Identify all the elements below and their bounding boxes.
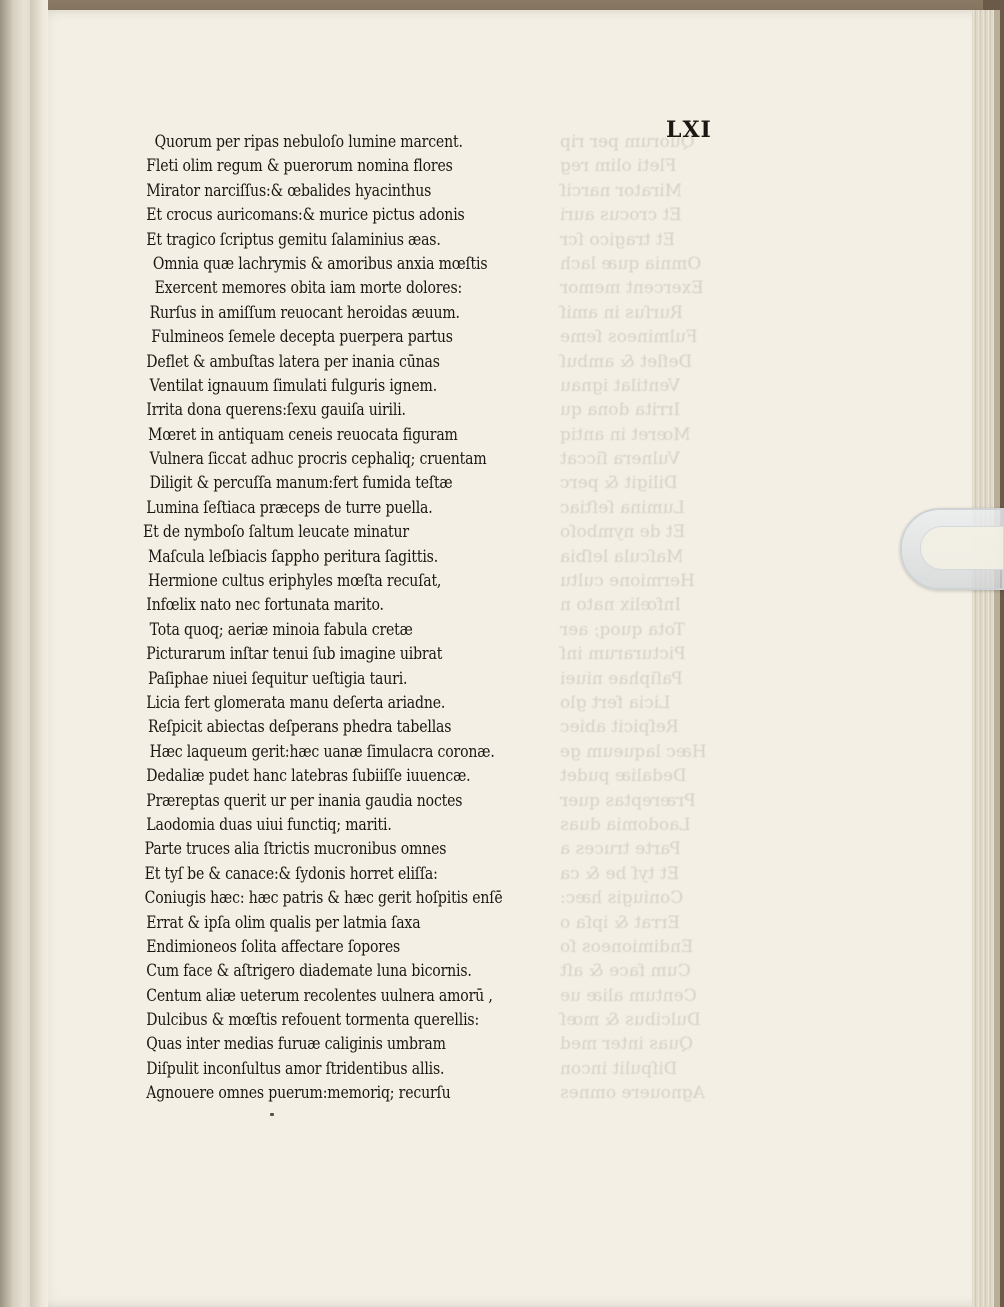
text-line: Picturarum inſtar tenui ſub imagine uibrat xyxy=(146,644,443,665)
text-line: Vulnera ſiccat adhuc procris cephaliq; cruentam xyxy=(149,449,487,470)
text-line: Fleti olim regum & puerorum nomina flores xyxy=(146,156,453,177)
text-line: Diſpulit inconſultus amor ſtridentibus allis. xyxy=(146,1058,445,1079)
text-line: Deflet & ambuſtas latera per inania cūnas xyxy=(146,351,440,372)
text-line: Et crocus auricomans:& murice pictus adonis xyxy=(146,205,465,226)
text-line: Mœret in antiquam ceneis reuocata figuram xyxy=(147,424,458,445)
text-line: Quas inter medias furuæ caliginis umbram xyxy=(146,1034,446,1055)
left-binding-edge xyxy=(0,0,12,1307)
text-line: Parte truces alia ſtrictis mucronibus omnes xyxy=(144,839,447,860)
text-line: Licia fert glomerata manu deſerta ariadne. xyxy=(146,692,446,713)
text-line: Exercent memores obita iam morte dolores: xyxy=(154,278,463,299)
page-stack-edges xyxy=(972,10,1000,1307)
text-line: Lumina ſeſtiaca præceps de turre puella. xyxy=(146,497,433,518)
text-line: Agnouere omnes puerum:memoriq; recurſu xyxy=(146,1083,451,1104)
text-line: Dulcibus & mœſtis refouent tormenta querellis: xyxy=(146,1010,480,1031)
text-line: Præreptas querit ur per inania gaudia noctes xyxy=(146,790,463,811)
text-line: Quorum per ripas nebuloſo lumine marcent. xyxy=(154,132,463,152)
paper-clip-icon xyxy=(900,508,1004,590)
page-gutter xyxy=(30,0,48,1307)
folio-number: LXI xyxy=(666,117,712,143)
text-line: Omnia quæ lachrymis & amoribus anxia mœſtis xyxy=(152,253,488,274)
text-line: Cum face & aſtrigero diademate luna bicornis. xyxy=(146,961,472,982)
text-line: Hæc laqueum gerit:hæc uanæ ſimulacra coronæ. xyxy=(149,741,495,762)
text-line: Irrita dona querens:ſexu gauiſa uirili. xyxy=(146,400,406,421)
poem-text xyxy=(143,130,663,1106)
text-line: Et tragico ſcriptus gemitu ſalaminius æas. xyxy=(146,229,441,250)
text-line: Coniugis hæc: hæc patris & hæc gerit hoſpitis enſē xyxy=(144,888,503,909)
ink-speck xyxy=(270,1113,274,1116)
text-line: Errat & ipſa olim qualis per latmia ſaxa xyxy=(146,912,421,933)
text-line: Centum aliæ ueterum recolentes uulnera amorū , xyxy=(146,985,493,1006)
text-line: Dedaliæ pudet hanc latebras ſubiiſſe iuuencæ. xyxy=(146,766,471,787)
text-line: Paſiphae niuei ſequitur ueſtigia tauri. xyxy=(147,668,408,689)
text-line: Tota quoq; aeriæ minoia fabula cretæ xyxy=(149,619,413,640)
text-line: Hermione cultus eriphyles mœſta recuſat, xyxy=(147,571,442,592)
text-line: Ventilat ignauum ſimulati fulguris ignem. xyxy=(149,375,438,396)
text-line: Reſpicit abiectas deſperans phedra tabellas xyxy=(147,717,452,738)
text-line: Maſcula leſbiacis ſappho peritura ſagittis. xyxy=(147,546,439,567)
text-line: Endimioneos ſolita affectare ſopores xyxy=(146,936,401,957)
text-line: Fulmineos ſemele decepta puerpera partus xyxy=(151,327,453,348)
text-line: Diligit & percuſſa manum:fert fumida teſtæ xyxy=(149,473,453,494)
text-line: Laodomia duas uiui functiq; mariti. xyxy=(146,814,392,835)
text-line: Et tyſ be & canace:& ſydonis horret eliſſa: xyxy=(144,863,438,884)
text-line: Mirator narciſſus:& œbalides hyacinthus xyxy=(146,180,432,201)
text-line: Et de nymboſo ſaltum leucate minatur xyxy=(143,522,409,543)
text-line: Infœlix nato nec fortunata marito. xyxy=(146,595,384,616)
text-line: Rurſus in amiſſum reuocant heroidas æuum. xyxy=(149,302,460,323)
